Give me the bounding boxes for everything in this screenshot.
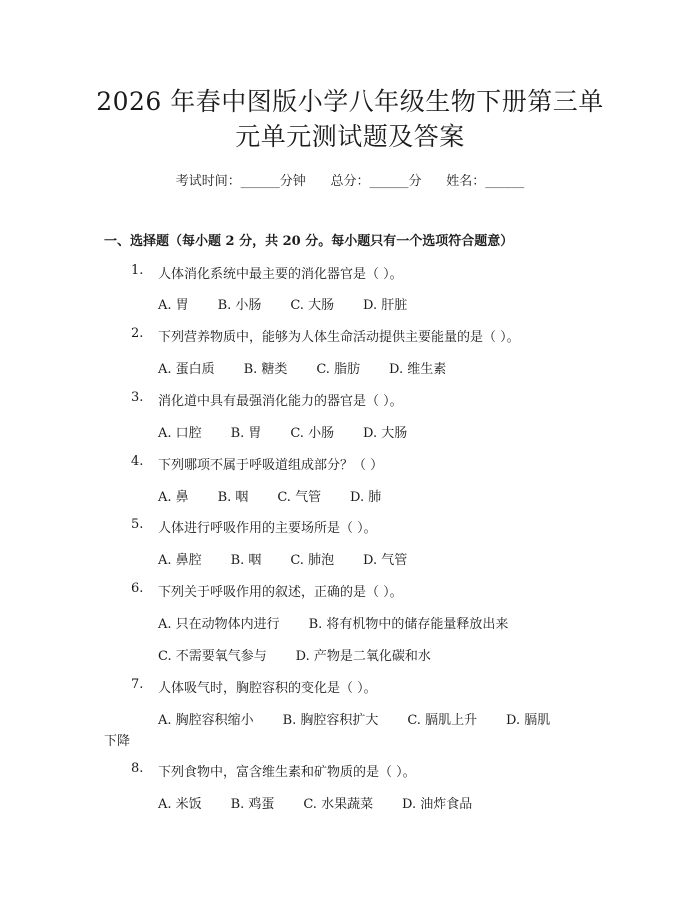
question-5-options: A. 鼻腔 B. 咽 C. 肺泡 D. 气管 — [158, 553, 408, 568]
question-text: 下列关于呼吸作用的叙述，正确的是（ ）。 — [158, 585, 403, 600]
question-number: 4. — [131, 454, 144, 469]
question-text: 下列食物中，富含维生素和矿物质的是（ ）。 — [158, 765, 416, 780]
question-text: 人体进行呼吸作用的主要场所是（ ）。 — [158, 521, 377, 536]
question-7-options-line-2: 下降 — [104, 734, 131, 749]
section-heading: 一、选择题（每小题 2 分，共 20 分。每小题只有一个选项符合题意） — [104, 234, 514, 249]
question-number: 8. — [131, 761, 144, 776]
question-number: 6. — [131, 581, 144, 596]
question-number: 5. — [131, 517, 144, 532]
question-number: 1. — [131, 263, 144, 278]
question-text: 人体消化系统中最主要的消化器官是（ ）。 — [158, 267, 403, 282]
question-number: 2. — [131, 326, 144, 341]
question-number: 7. — [131, 677, 144, 692]
exam-info: 考试时间：______分钟 总分：______分 姓名：______ — [175, 174, 525, 189]
question-1-options: A. 胃 B. 小肠 C. 大肠 D. 肝脏 — [158, 298, 408, 313]
question-text: 下列营养物质中，能够为人体生命活动提供主要能量的是（ ）。 — [158, 330, 520, 345]
question-2-options: A. 蛋白质 B. 糖类 C. 脂肪 D. 维生素 — [158, 362, 447, 377]
question-6-options-line-1: A. 只在动物体内进行 B. 将有机物中的储存能量释放出来 — [158, 617, 509, 632]
page-title-line-2: 元单元测试题及答案 — [235, 122, 465, 151]
question-4-options: A. 鼻 B. 咽 C. 气管 D. 肺 — [158, 490, 382, 505]
question-number: 3. — [131, 390, 144, 405]
question-text: 下列哪项不属于呼吸道组成部分？（ ） — [158, 458, 384, 473]
question-text: 消化道中具有最强消化能力的器官是（ ）。 — [158, 394, 403, 409]
page-title-line-1: 2026 年春中图版小学八年级生物下册第三单 — [96, 87, 604, 116]
question-8-options: A. 米饭 B. 鸡蛋 C. 水果蔬菜 D. 油炸食品 — [158, 797, 473, 812]
question-text: 人体吸气时，胸腔容积的变化是（ ）。 — [158, 681, 377, 696]
question-3-options: A. 口腔 B. 胃 C. 小肠 D. 大肠 — [158, 426, 408, 441]
question-7-options-line-1: A. 胸腔容积缩小 B. 胸腔容积扩大 C. 膈肌上升 D. 膈肌 — [158, 713, 551, 728]
question-6-options-line-2: C. 不需要氧气参与 D. 产物是二氧化碳和水 — [158, 649, 431, 664]
